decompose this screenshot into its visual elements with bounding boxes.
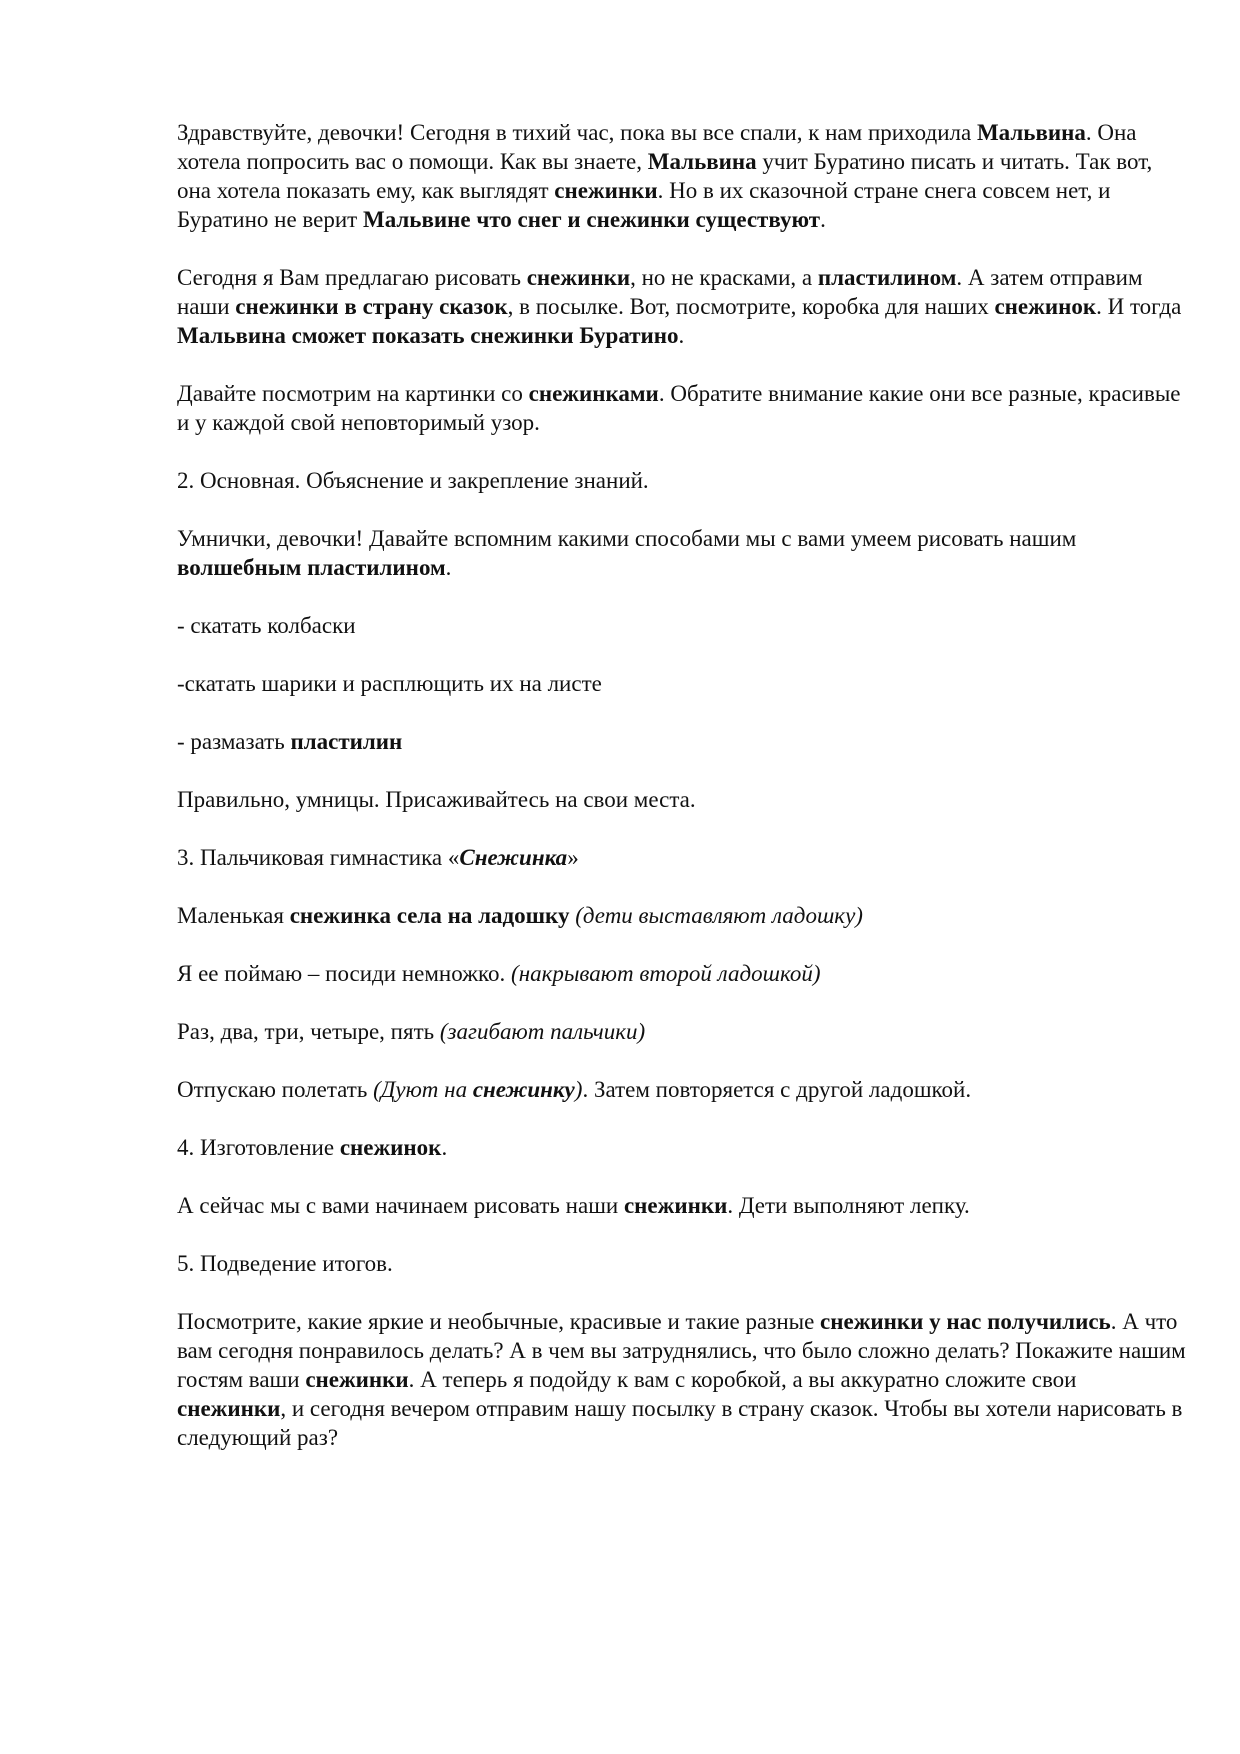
text-segment: Снежинка <box>459 845 568 870</box>
paragraph-section-4 <box>177 1133 1187 1162</box>
text-segment: Я ее поймаю – посиди немножко. <box>177 961 512 986</box>
paragraph-method-3 <box>177 727 1187 756</box>
paragraph-start <box>177 1191 1187 1220</box>
paragraph-section-5 <box>177 1249 1187 1278</box>
text-segment: . Обратите внимание какие они все разные, красивые и у каждой свой неповторимый узор. <box>177 381 1181 435</box>
text-segment: Маленькая <box>177 903 290 928</box>
text-segment: » <box>567 845 579 870</box>
bold-text: снежинки у нас получились <box>820 1309 1111 1334</box>
bold-text: Мальвина <box>647 149 757 174</box>
bold-text: снежинки <box>177 1396 281 1421</box>
bold-text: снежинки <box>554 178 658 203</box>
bold-text: Мальвине что снег и снежинки существуют <box>362 207 821 232</box>
text-segment: . Дети выполняют лепку. <box>727 1193 970 1218</box>
text-segment: Посмотрите, какие яркие и необычные, красивые и такие разные <box>177 1309 821 1334</box>
text-segment: . Она хотела попросить вас о помощи. Как вы знаете, <box>177 120 1137 174</box>
text-segment: Отпускаю полетать <box>177 1077 374 1102</box>
text-segment: 4. Изготовление <box>177 1135 340 1160</box>
italic-text: (загибают пальчики) <box>439 1019 646 1044</box>
text-segment: Сегодня я Вам предлагаю рисовать <box>177 265 527 290</box>
paragraph-section-2 <box>177 466 1187 495</box>
text-segment: . <box>678 323 685 348</box>
text-segment: , в посылке. Вот, посмотрите, коробка для наших <box>507 294 995 319</box>
italic-text: (дети выставляют ладошку) <box>575 903 863 928</box>
text-segment: -скатать шарики и расплющить их на листе <box>177 671 602 696</box>
paragraph-verse-2 <box>177 959 1187 988</box>
paragraph-remember <box>177 524 1187 582</box>
text-segment: Давайте посмотрим на картинки со <box>177 381 529 406</box>
text-segment: Раз, два, три, четыре, пять <box>177 1019 440 1044</box>
text-segment: . А что вам сегодня понравилось делать? А в чем вы затруднялись, что было сложно делать? Покажите нашим гостям ваши <box>177 1309 1186 1392</box>
paragraph-verse-3 <box>177 1017 1187 1046</box>
paragraph-pictures <box>177 379 1187 437</box>
text-segment: Умнички, девочки! Давайте вспомним какими способами мы с вами умеем рисовать нашим <box>177 526 1077 551</box>
bold-text: Мальвина сможет показать снежинки Буратино <box>177 323 679 348</box>
text-segment: , и сегодня вечером отправим нашу посылку в страну сказок. Чтобы вы хотели нарисовать в следующий раз? <box>177 1396 1183 1450</box>
bold-text: снежинок <box>339 1135 442 1160</box>
italic-text: ) <box>574 1077 583 1102</box>
bold-italic-wrapper <box>459 845 567 870</box>
bold-text: пластилин <box>290 729 403 754</box>
bold-text: снежинки <box>526 265 631 290</box>
bold-text: снежинка села на ладошку <box>289 903 570 928</box>
text-segment: . И тогда <box>1096 294 1182 319</box>
text-segment: . Но в их сказочной стране снега совсем нет, и Буратино не верит <box>177 178 1111 232</box>
paragraph-summary <box>177 1307 1187 1452</box>
text-segment: . <box>445 555 452 580</box>
text-segment: . А затем отправим наши <box>177 265 1143 319</box>
text-segment: А сейчас мы с вами начинаем рисовать наши <box>177 1193 624 1218</box>
paragraph-method-1 <box>177 611 1187 640</box>
paragraph-verse-1 <box>177 901 1187 930</box>
bold-text: снежинками <box>528 381 659 406</box>
text-segment: 5. Подведение итогов. <box>177 1251 393 1276</box>
text-segment: снежинку <box>472 1077 575 1102</box>
text-segment: . А теперь я подойду к вам с коробкой, а вы аккуратно сложите свои <box>408 1367 1077 1392</box>
paragraph-verse-4 <box>177 1075 1187 1104</box>
text-segment: 3. Пальчиковая гимнастика « <box>177 845 460 870</box>
bold-text: волшебным пластилином <box>177 555 446 580</box>
text-segment: - размазать <box>177 729 291 754</box>
text-segment: Правильно, умницы. Присаживайтесь на свои места. <box>177 787 696 812</box>
paragraph-intro <box>177 118 1187 234</box>
bold-text: снежинки <box>623 1193 728 1218</box>
italic-text: (накрывают второй ладошкой) <box>511 961 821 986</box>
text-segment: . <box>820 207 826 232</box>
text-segment: Здравствуйте, девочки! Сегодня в тихий час, пока вы все спали, к нам приходила <box>177 120 977 145</box>
text-segment: . <box>441 1135 448 1160</box>
text-segment: , но не красками, а <box>630 265 818 290</box>
paragraph-correct <box>177 785 1187 814</box>
bold-text: снежинки в страну сказок <box>235 294 508 319</box>
bold-text: снежинок <box>994 294 1097 319</box>
bold-text: пластилином <box>817 265 957 290</box>
text-segment: 2. Основная. Объяснение и закрепление знаний. <box>177 468 649 493</box>
italic-text: (Дуют на <box>373 1077 473 1102</box>
paragraph-method-2 <box>177 669 1187 698</box>
text-segment: . Затем повторяется с другой ладошкой. <box>582 1077 972 1102</box>
paragraph-offer <box>177 263 1187 350</box>
text-segment: - скатать колбаски <box>177 613 356 638</box>
text-segment: учит Буратино писать и читать. Так вот, она хотела показать ему, как выглядят <box>177 149 1153 203</box>
bold-text: снежинки <box>305 1367 409 1392</box>
bold-text: Мальвина <box>976 120 1086 145</box>
paragraph-section-3 <box>177 843 1187 872</box>
bold-italic-wrapper <box>473 1077 575 1102</box>
document-body <box>177 118 1187 1481</box>
